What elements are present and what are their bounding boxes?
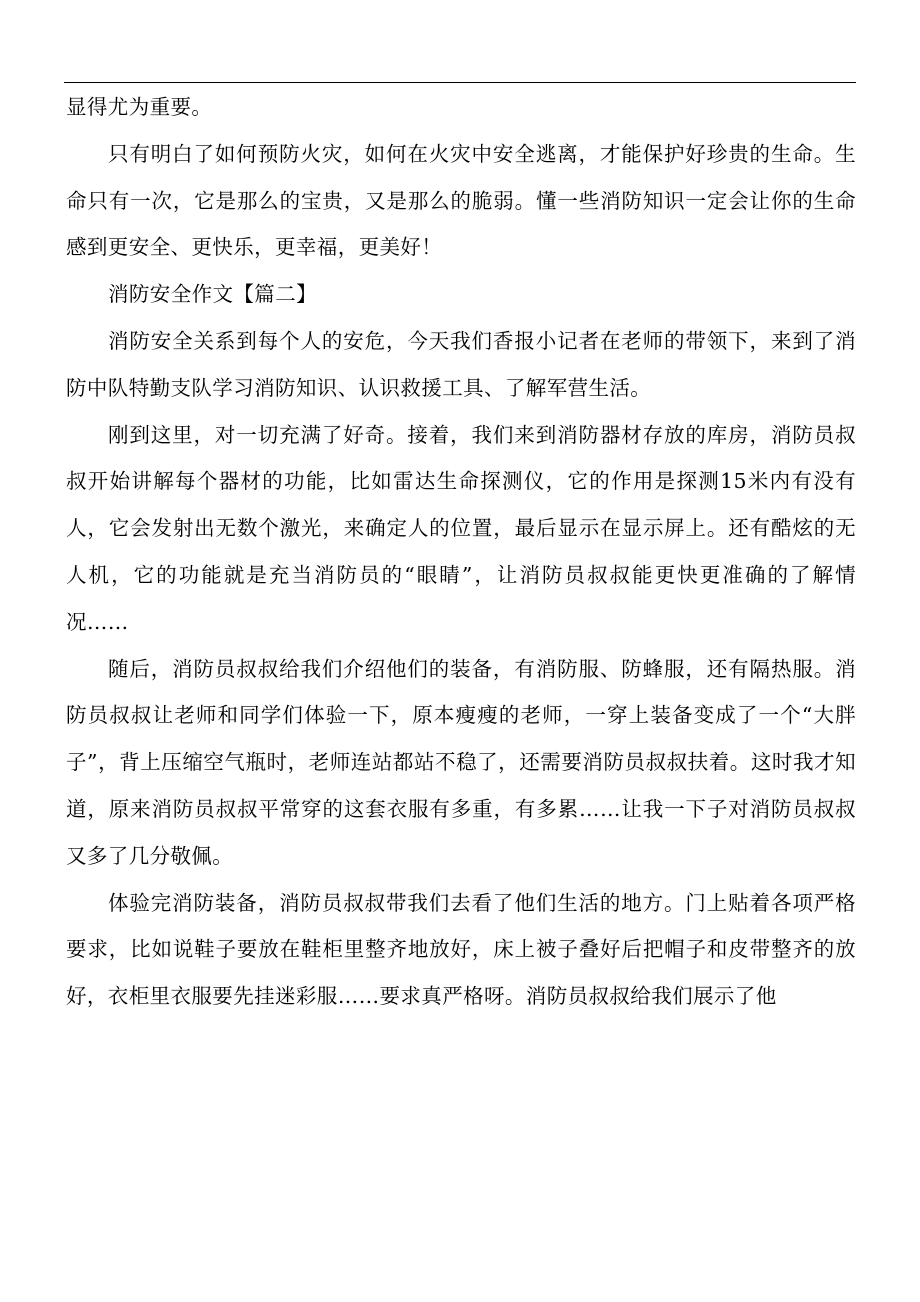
- paragraph-living-quarters: 体验完消防装备，消防员叔叔带我们去看了他们生活的地方。门上贴着各项严格要求，比如说鞋子要放在鞋柜里整齐地放好，床上被子叠好后把帽子和皮带整齐的放好，衣柜里衣服要先挂迷彩服……要求真严格呀。消防员叔叔给我们展示了他: [66, 890, 856, 1009]
- paragraph-gear-experience: 随后，消防员叔叔给我们介绍他们的装备，有消防服、防蜂服，还有隔热服。消防员叔叔让老师和同学们体验一下，原本瘦瘦的老师，一穿上装备变成了一个“大胖子”，背上压缩空气瓶时，老师连站都站不稳了，还需要消防员叔叔扶着。这时我才知道，原来消防员叔叔平常穿的这套衣服有多重，有多累……让我一下子对消防员叔叔又多了几分敬佩。: [66, 656, 856, 868]
- document-body: [66, 84, 856, 1020]
- paragraph-life-value: 只有明白了如何预防火灾，如何在火灾中安全逃离，才能保护好珍贵的生命。生命只有一次，它是那么的宝贵，又是那么的脆弱。懂一些消防知识一定会让你的生命感到更安全、更快乐，更幸福，更美好！: [66, 141, 856, 260]
- header-rule: [64, 82, 856, 83]
- paragraph-continuation: 显得尤为重要。: [66, 95, 213, 119]
- paragraph-equipment-room: 刚到这里，对一切充满了好奇。接着，我们来到消防器材存放的库房，消防员叔叔开始讲解每个器材的功能，比如雷达生命探测仪，它的作用是探测15米内有没有人，它会发射出无数个激光，来确定人的位置，最后显示在显示屏上。还有酷炫的无人机，它的功能就是充当消防员的“眼睛”，让消防员叔叔能更快更准确的了解情况……: [66, 422, 856, 634]
- section-heading: 消防安全作文【篇二】: [108, 282, 317, 307]
- paragraph-intro: 消防安全关系到每个人的安危，今天我们香报小记者在老师的带领下，来到了消防中队特勤支队学习消防知识、认识救援工具、了解军营生活。: [66, 328, 856, 400]
